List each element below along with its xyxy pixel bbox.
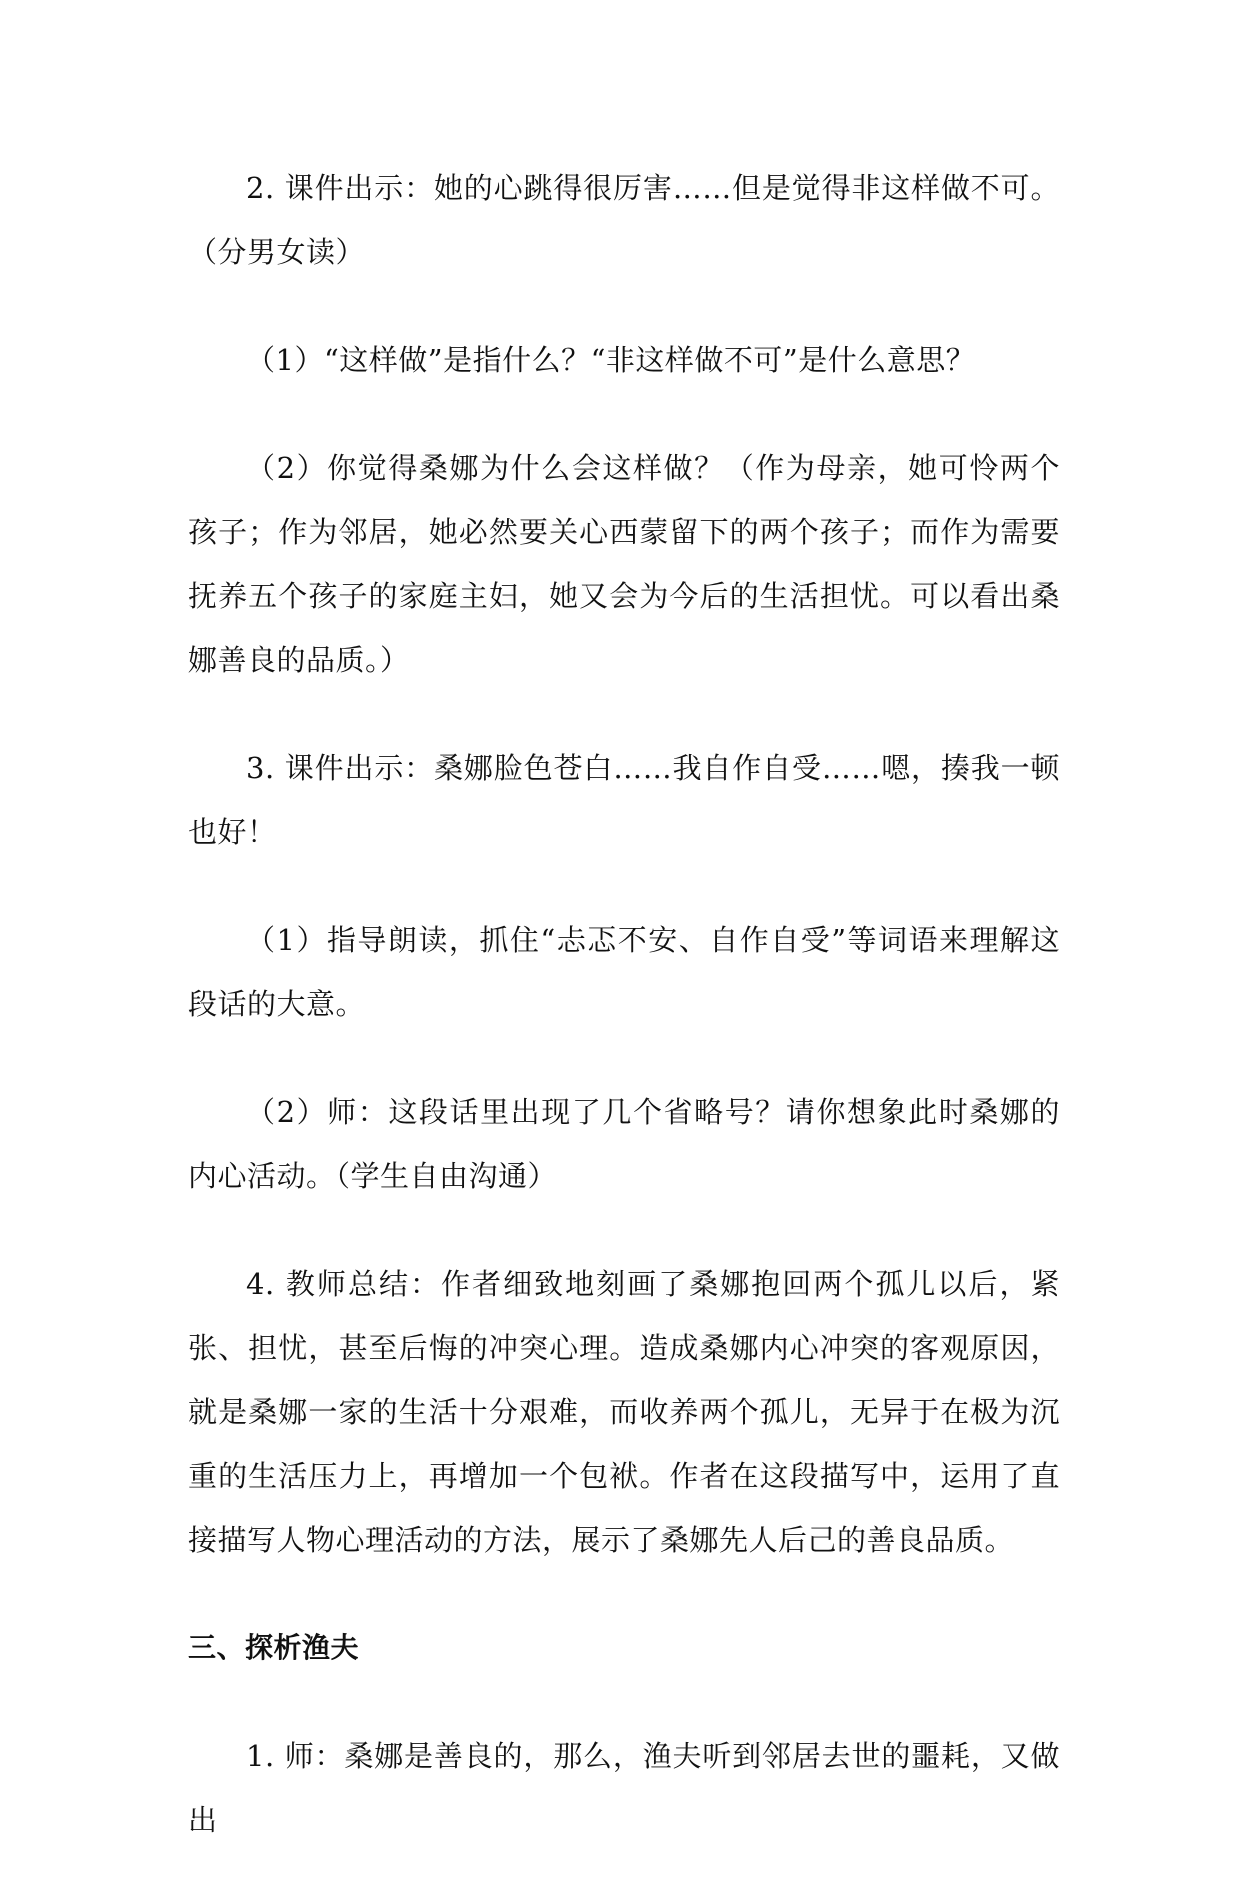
document-page [188, 156, 1060, 1896]
section-heading: 三、探析渔夫 [188, 1631, 360, 1664]
paragraph-3-2: （2）师：这段话里出现了几个省略号？请你想象此时桑娜的内心活动。（学生自由沟通） [188, 1095, 1060, 1193]
paragraph-3-1: （1）指导朗读，抓住“忐忑不安、自作自受”等词语来理解这段话的大意。 [188, 923, 1060, 1021]
paragraph-4: 4. 教师总结：作者细致地刻画了桑娜抱回两个孤儿以后，紧张、担忧，甚至后悔的冲突心理。造成桑娜内心冲突的客观原因，就是桑娜一家的生活十分艰难，而收养两个孤儿，无异于在极为沉重的生活压力上，再增加一个包袱。作者在这段描写中，运用了直接描写人物心理活动的方法，展示了桑娜先人后己的善良品质。 [188, 1267, 1060, 1557]
paragraph-2-2: （2）你觉得桑娜为什么会这样做？（作为母亲，她可怜两个孩子；作为邻居，她必然要关心西蒙留下的两个孩子；而作为需要抚养五个孩子的家庭主妇，她又会为今后的生活担忧。可以看出桑娜善良的品质。） [188, 451, 1060, 677]
paragraph-2: 2. 课件出示：她的心跳得很厉害……但是觉得非这样做不可。（分男女读） [188, 171, 1060, 269]
paragraph-2-1: （1）“这样做”是指什么？“非这样做不可”是什么意思？ [246, 343, 976, 377]
paragraph-section3-1: 1. 师：桑娜是善良的，那么，渔夫听到邻居去世的噩耗，又做出 [188, 1739, 1060, 1837]
paragraph-3: 3. 课件出示：桑娜脸色苍白……我自作自受……嗯，揍我一顿也好！ [188, 751, 1060, 849]
